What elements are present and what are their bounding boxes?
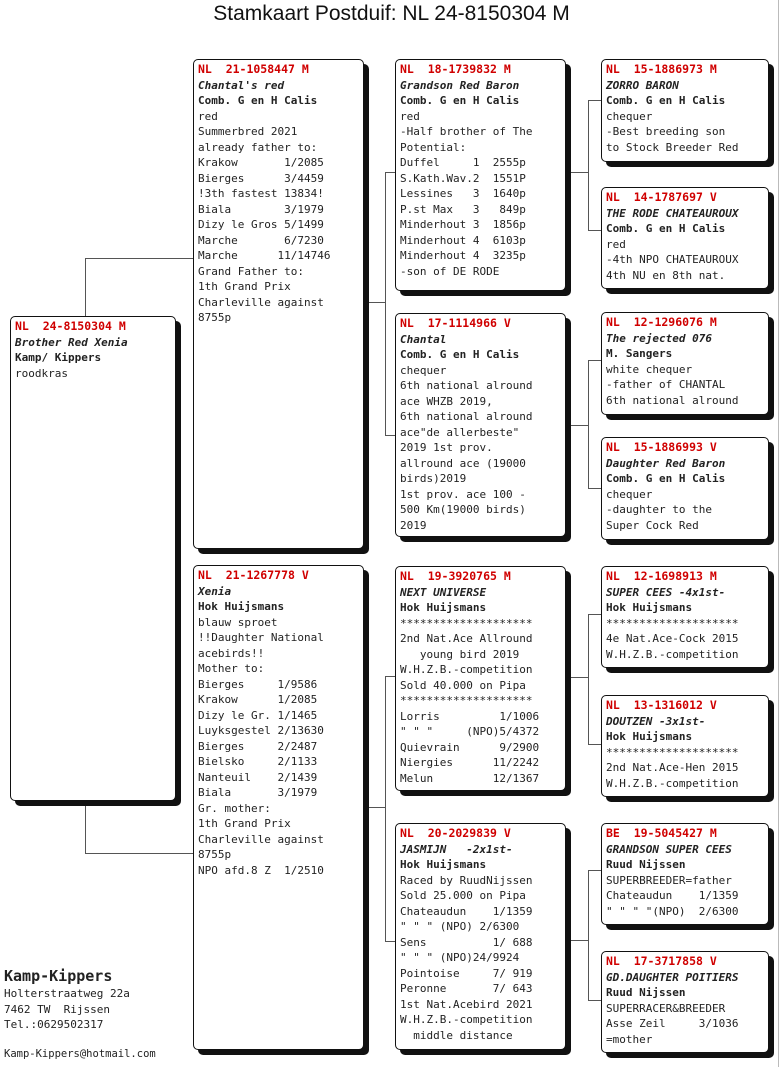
pigeon-name: The rejected 076 xyxy=(606,331,712,345)
detail-line: Lorris 1/1006 xyxy=(400,709,540,723)
detail-line: 500 Km(19000 birds) xyxy=(400,503,526,516)
detail-line: -daughter to the xyxy=(606,503,712,516)
pigeon-name: GRANDSON SUPER CEES xyxy=(606,842,732,856)
connector-line xyxy=(566,677,588,678)
ring-number: NL 20-2029839 V xyxy=(400,826,511,840)
great-grandparent-card-4[interactable] xyxy=(601,437,769,540)
detail-line: ******************** xyxy=(606,745,739,759)
detail-line: 4e Nat.Ace-Cock 2015 xyxy=(606,632,739,645)
ring-number: NL 21-1267778 V xyxy=(198,568,309,582)
detail-line: 2019 xyxy=(400,518,427,532)
detail-line: Summerbred 2021 xyxy=(198,125,298,138)
connector-line xyxy=(85,258,86,317)
pigeon-name: GD.DAUGHTER POITIERS xyxy=(606,970,739,984)
owner-address-line-1: Holterstraatweg 22a xyxy=(4,987,130,1000)
ring-number: BE 19-5045427 M xyxy=(606,826,717,840)
detail-line: -Half brother of The xyxy=(400,125,533,138)
ring-number: NL 13-1316012 V xyxy=(606,698,717,712)
detail-line: Lessines 3 1640p xyxy=(400,187,526,200)
detail-line: chequer xyxy=(606,109,653,123)
detail-line: P.st Max 3 849p xyxy=(400,202,526,216)
great-grandparent-card-6[interactable] xyxy=(601,695,769,797)
detail-line: Sold 25.000 on Pipa xyxy=(400,889,526,902)
detail-line: 2019 1st prov. xyxy=(400,441,493,454)
detail-line: Biala 3/1979 xyxy=(198,786,318,799)
detail-line: ace"de allerbeste" xyxy=(400,425,520,439)
pigeon-name: Xenia xyxy=(198,584,232,598)
detail-line: Minderhout 4 3235p xyxy=(400,249,526,262)
detail-line: W.H.Z.B.-competition xyxy=(400,1013,533,1026)
great-grandparent-card-8[interactable] xyxy=(601,951,769,1053)
detail-line: Krakow 1/2085 xyxy=(198,156,324,169)
breeder-name: Kamp/ Kippers xyxy=(15,351,102,364)
connector-line xyxy=(85,258,194,259)
breeder-name: Hok Huijsmans xyxy=(606,601,693,614)
ring-number: NL 17-3717858 V xyxy=(606,954,717,968)
connector-line xyxy=(385,676,386,941)
ring-number: NL 15-1886973 M xyxy=(606,62,717,76)
breeder-name: Comb. G en H Calis xyxy=(400,94,520,107)
detail-line: Charleville against xyxy=(198,832,324,846)
breeder-name: Hok Huijsmans xyxy=(198,600,285,613)
owner-email[interactable]: Kamp-Kippers@hotmail.com xyxy=(4,1048,156,1060)
detail-line: Charleville against xyxy=(198,295,324,309)
detail-line: ace WHZB 2019, xyxy=(400,394,493,408)
detail-line: 1th Grand Prix xyxy=(198,280,291,293)
detail-line: chequer xyxy=(606,487,653,501)
great-grandparent-card-7[interactable] xyxy=(601,823,769,925)
connector-line xyxy=(588,230,602,231)
breeder-name: M. Sangers xyxy=(606,347,673,360)
connector-line xyxy=(85,800,86,853)
detail-line: Bierges 1/9586 xyxy=(198,677,318,691)
detail-line: Gr. mother: xyxy=(198,801,271,815)
detail-line: 4th NU en 8th nat. xyxy=(606,268,726,282)
connector-line xyxy=(588,1000,602,1001)
ring-number: NL 12-1698913 M xyxy=(606,569,717,583)
detail-line: W.H.Z.B.-competition xyxy=(400,663,533,676)
connector-line xyxy=(362,807,385,808)
great-grandparent-card-1[interactable] xyxy=(601,59,769,162)
breeder-name: Ruud Nijssen xyxy=(606,858,686,871)
detail-line: acebirds!! xyxy=(198,646,265,660)
pigeon-name: SUPER CEES -4x1st- xyxy=(606,585,726,599)
detail-line: red xyxy=(198,109,218,123)
detail-line: Peronne 7/ 643 xyxy=(400,982,533,995)
detail-line: white chequer xyxy=(606,362,693,376)
detail-line: young bird 2019 xyxy=(400,647,520,661)
pigeon-name: JASMIJN -2x1st- xyxy=(400,842,513,856)
detail-line: Krakow 1/2085 xyxy=(198,693,318,706)
detail-line: Chateaudun 1/1359 xyxy=(606,889,739,902)
pigeon-name: THE RODE CHATEAUROUX xyxy=(606,206,739,220)
detail-line: Potential: xyxy=(400,140,467,154)
detail-line: -4th NPO CHATEAUROUX xyxy=(606,253,739,266)
breeder-name: Comb. G en H Calis xyxy=(606,472,726,485)
great-grandparent-card-3[interactable] xyxy=(601,312,769,415)
ring-number: NL 15-1886993 V xyxy=(606,440,717,454)
detail-line: ******************** xyxy=(606,616,739,630)
connector-line xyxy=(588,100,589,230)
detail-line: Bielsko 2/1133 xyxy=(198,755,318,768)
detail-line: Chateaudun 1/1359 xyxy=(400,904,533,918)
detail-line: Raced by RuudNijssen xyxy=(400,873,533,887)
detail-line: " " " (NPO) 2/6300 xyxy=(400,920,520,933)
detail-line: =mother xyxy=(606,1032,653,1046)
detail-line: 8755p xyxy=(198,848,232,861)
owner-info xyxy=(4,966,130,1033)
breeder-name: Comb. G en H Calis xyxy=(198,94,318,107)
breeder-name: Comb. G en H Calis xyxy=(606,94,726,107)
detail-line: SUPERRACER&BREEDER xyxy=(606,1001,726,1015)
detail-line: Pointoise 7/ 919 xyxy=(400,966,533,980)
detail-line: middle distance xyxy=(400,1028,513,1042)
detail-line: 2nd Nat.Ace Allround xyxy=(400,632,533,645)
detail-line: -son of DE RODE xyxy=(400,264,500,278)
detail-line: Melun 12/1367 xyxy=(400,771,540,785)
paternal-granddam-card[interactable] xyxy=(395,313,566,537)
subject-pigeon-card[interactable] xyxy=(10,316,176,801)
detail-line: Biala 3/1979 xyxy=(198,202,324,216)
connector-line xyxy=(588,360,602,361)
detail-line: -Best breeding son xyxy=(606,125,726,138)
breeder-name: Ruud Nijssen xyxy=(606,986,686,999)
breeder-name: Hok Huijsmans xyxy=(606,730,693,743)
detail-line: Sold 40.000 on Pipa xyxy=(400,678,526,692)
detail-line: Mother to: xyxy=(198,662,265,675)
page-edge-line xyxy=(778,0,779,1067)
connector-line xyxy=(85,853,194,854)
pigeon-name: Chantal's red xyxy=(198,78,285,92)
owner-address-line-2: 7462 TW Rijssen xyxy=(4,1002,110,1016)
page-title: Stamkaart Postduif: NL 24-8150304 M xyxy=(213,2,570,25)
breeder-name: Hok Huijsmans xyxy=(400,858,487,871)
detail-line: Nanteuil 2/1439 xyxy=(198,770,318,784)
detail-line: Quievrain 9/2900 xyxy=(400,740,540,754)
dam-card[interactable] xyxy=(193,565,364,1050)
pigeon-name: Grandson Red Baron xyxy=(400,78,520,92)
pigeon-name: Chantal xyxy=(400,332,447,346)
detail-line: red xyxy=(400,109,420,123)
detail-line: Marche 6/7230 xyxy=(198,233,324,247)
detail-line: Minderhout 3 1856p xyxy=(400,218,526,231)
detail-line: -father of CHANTAL xyxy=(606,378,726,391)
detail-line: ******************** xyxy=(400,694,533,707)
connector-line xyxy=(588,614,589,744)
detail-line: W.H.Z.B.-competition xyxy=(606,647,739,661)
detail-line: Minderhout 4 6103p xyxy=(400,233,526,247)
ring-number: NL 18-1739832 M xyxy=(400,62,511,76)
detail-line: Luyksgestel 2/13630 xyxy=(198,724,324,737)
paternal-grandsire-card[interactable] xyxy=(395,59,566,291)
breeder-name: Comb. G en H Calis xyxy=(400,348,520,361)
detail-line: SUPERBREEDER=father xyxy=(606,873,732,887)
detail-line: 6th national alround xyxy=(606,393,739,407)
detail-line: to Stock Breeder Red xyxy=(606,140,739,154)
ring-number: NL 21-1058447 M xyxy=(198,62,309,76)
detail-line: " " " (NPO)24/9924 xyxy=(400,951,520,964)
connector-line xyxy=(566,172,588,173)
detail-line: Asse Zeil 3/1036 xyxy=(606,1017,739,1030)
ring-number: NL 12-1296076 M xyxy=(606,315,717,329)
detail-line: Duffel 1 2555p xyxy=(400,156,526,169)
great-grandparent-card-5[interactable] xyxy=(601,566,769,668)
detail-line: Bierges 3/4459 xyxy=(198,171,324,185)
detail-line: blauw sproet xyxy=(198,615,278,629)
detail-line: !!Daughter National xyxy=(198,631,324,644)
connector-line xyxy=(566,425,588,426)
connector-line xyxy=(588,488,602,489)
detail-line: birds)2019 xyxy=(400,472,467,485)
connector-line xyxy=(588,360,589,488)
detail-line: 1st Nat.Acebird 2021 xyxy=(400,997,533,1011)
connector-line xyxy=(588,614,602,615)
detail-line: 6th national alround xyxy=(400,410,533,423)
detail-line: " " " (NPO)5/4372 xyxy=(400,725,540,738)
detail-line: Dizy le Gr. 1/1465 xyxy=(198,708,318,722)
detail-line: Niergies 11/2242 xyxy=(400,756,540,769)
sire-card[interactable] xyxy=(193,59,364,549)
detail-line: already father to: xyxy=(198,140,318,154)
detail-line: red xyxy=(606,237,626,251)
breeder-name: Hok Huijsmans xyxy=(400,601,487,614)
detail-line: S.Kath.Wav.2 1551P xyxy=(400,171,526,185)
detail-line: 6th national alround xyxy=(400,379,533,392)
owner-phone: Tel.:0629502317 xyxy=(4,1018,104,1031)
ring-number: NL 19-3920765 M xyxy=(400,569,511,583)
connector-line xyxy=(385,172,386,435)
detail-line: W.H.Z.B.-competition xyxy=(606,776,739,790)
pigeon-name: ZORRO BARON xyxy=(606,78,679,92)
detail-line: " " " "(NPO) 2/6300 xyxy=(606,904,739,918)
pigeon-name: Brother Red Xenia xyxy=(15,335,128,349)
detail-line: 1st prov. ace 100 - xyxy=(400,487,526,501)
detail-line: Bierges 2/2487 xyxy=(198,739,318,753)
detail-line: allround ace (19000 xyxy=(400,456,526,470)
detail-line: ******************** xyxy=(400,616,533,630)
pigeon-name: NEXT UNIVERSE xyxy=(400,585,487,599)
breeder-name: Comb. G en H Calis xyxy=(606,222,726,235)
connector-line xyxy=(566,940,588,941)
connector-line xyxy=(588,870,589,1000)
owner-name: Kamp-Kippers xyxy=(4,967,113,985)
ring-number: NL 24-8150304 M xyxy=(15,319,126,333)
detail-line: Grand Father to: xyxy=(198,264,304,278)
connector-line xyxy=(588,100,602,101)
pigeon-name: Daughter Red Baron xyxy=(606,456,726,470)
detail-line: roodkras xyxy=(15,366,68,380)
detail-line: Sens 1/ 688 xyxy=(400,935,533,949)
maternal-grandsire-card[interactable] xyxy=(395,566,566,791)
detail-line: 2nd Nat.Ace-Hen 2015 xyxy=(606,761,739,774)
maternal-granddam-card[interactable] xyxy=(395,823,566,1050)
connector-line xyxy=(588,744,602,745)
detail-line: !3th fastest 13834! xyxy=(198,187,324,200)
detail-line: Dizy le Gros 5/1499 xyxy=(198,218,324,231)
connector-line xyxy=(362,302,385,303)
ring-number: NL 17-1114966 V xyxy=(400,316,511,330)
great-grandparent-card-2[interactable] xyxy=(601,187,769,289)
detail-line: Super Cock Red xyxy=(606,518,699,532)
detail-line: 8755p xyxy=(198,311,232,324)
connector-line xyxy=(588,870,602,871)
pigeon-name: DOUTZEN -3x1st- xyxy=(606,714,706,728)
detail-line: 1th Grand Prix xyxy=(198,817,291,830)
detail-line: NPO afd.8 Z 1/2510 xyxy=(198,863,324,877)
detail-line: Marche 11/14746 xyxy=(198,249,331,262)
detail-line: chequer xyxy=(400,363,447,377)
ring-number: NL 14-1787697 V xyxy=(606,190,717,204)
